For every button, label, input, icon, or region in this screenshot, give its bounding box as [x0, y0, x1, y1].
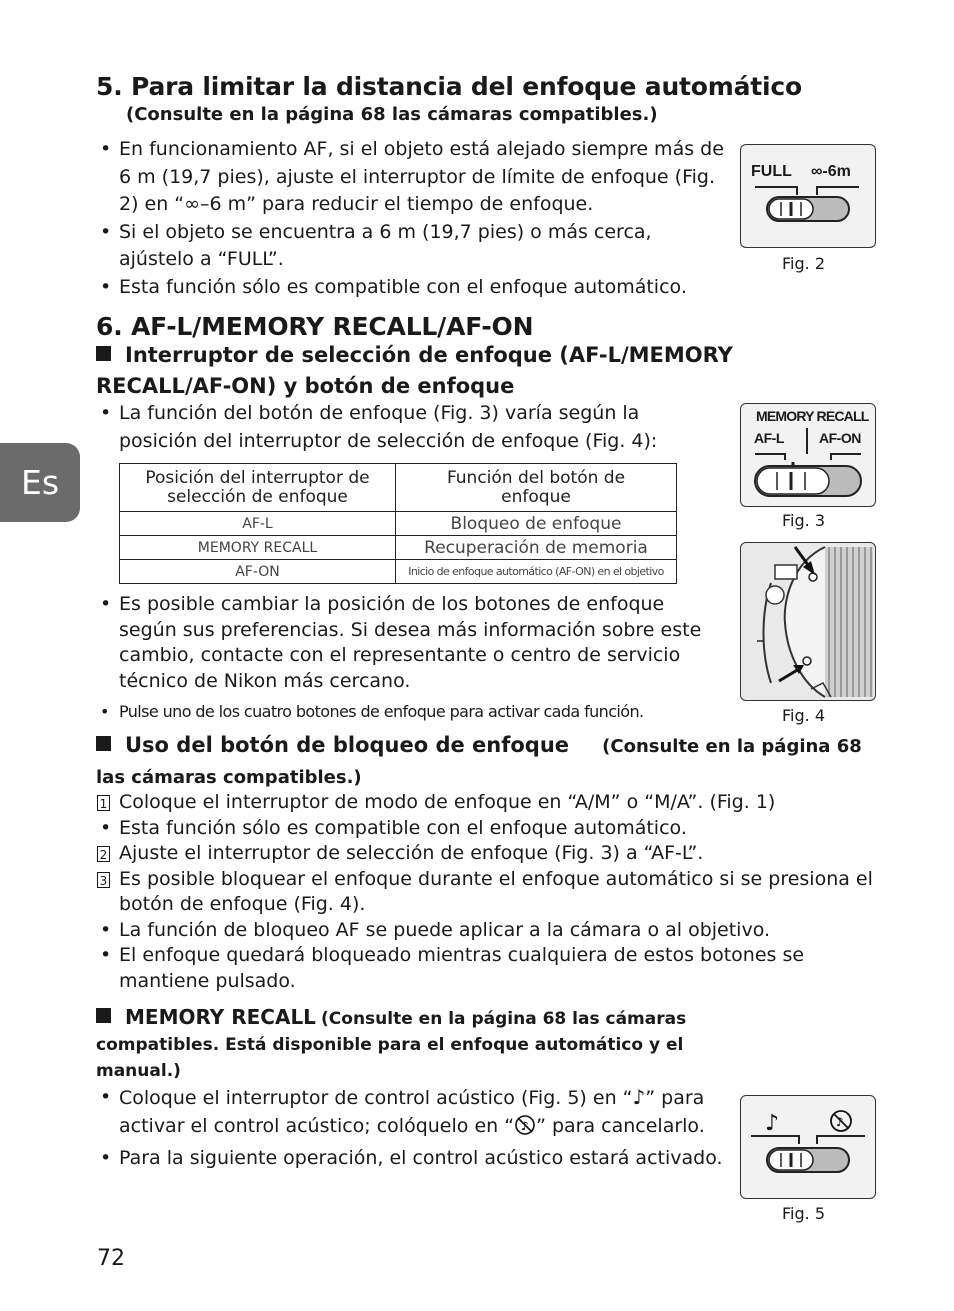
list-item: • Si el objeto se encuentra a 6 m (19,7 pies) o más cerca, ajústelo a “FULL”.	[97, 219, 729, 274]
square-bullet-icon	[96, 736, 111, 751]
fig3-switch-icon	[741, 404, 875, 506]
fig3-afl-label: AF-L	[754, 430, 784, 446]
list-item: • El enfoque quedará bloqueado mientras cualquiera de estos botones se mantiene pulsado.	[97, 943, 882, 994]
list-item: • La función de bloqueo AF se puede aplicar a la cámara o al objetivo.	[97, 918, 882, 944]
fig4-illustration	[740, 542, 876, 701]
fig3-memory-label: MEMORY RECALL	[756, 408, 869, 424]
note-icon: ♪	[632, 1085, 646, 1109]
section6-bullets	[97, 592, 717, 726]
section6-title: 6. AF-L/MEMORY RECALL/AF-ON	[96, 312, 534, 341]
list-item: 2 Ajuste el interruptor de selección de enfoque (Fig. 3) a “AF-L”.	[97, 841, 882, 867]
fig2-range-label: ∞-6m	[811, 163, 851, 180]
list-item: • En funcionamiento AF, si el objeto está alejado siempre más de 6 m (19,7 pies), ajuste el interruptor de límite de enfoque (Fig. 2) en “∞–6 m” para reducir el tiempo de enfoque.	[97, 136, 729, 219]
section5-title: 5. Para limitar la distancia del enfoque automático	[96, 72, 803, 101]
note-off-icon	[514, 1114, 536, 1136]
focus-function-table	[119, 463, 677, 584]
list-item: 1 Coloque el interruptor de modo de enfoque en “A/M” o “M/A”. (Fig. 1)	[97, 790, 882, 816]
section6-subhead: Interruptor de selección de enfoque (AF-L/MEMORY RECALL/AF-ON) y botón de enfoque	[96, 343, 733, 398]
list-item: • Es posible cambiar la posición de los botones de enfoque según sus preferencias. Si desea más información sobre este cambio, contacte con el representante o centro de servicio técnico de Nikon más cercano.	[97, 592, 717, 694]
fig2-full-label: FULL	[751, 163, 792, 180]
table-header: Posición del interruptor de selección de enfoque	[120, 464, 396, 512]
table-row: MEMORY RECALL Recuperación de memoria	[120, 536, 677, 560]
memory-bullets	[97, 1084, 727, 1173]
fig3-illustration	[740, 403, 876, 507]
table-header: Función del botón de enfoque	[396, 464, 677, 512]
lens-focus-button-icon	[741, 543, 875, 700]
section5-subtitle: (Consulte en la página 68 las cámaras compatibles.)	[126, 104, 658, 125]
fig5-switch-icon	[741, 1096, 875, 1198]
lock-steps	[97, 790, 882, 994]
section6-intro: • La función del botón de enfoque (Fig. 3) varía según la posición del interruptor de selección de enfoque (Fig. 4):	[97, 400, 697, 455]
svg-text:♪: ♪	[765, 1111, 780, 1136]
list-item: • Esta función sólo es compatible con el enfoque automático.	[97, 816, 882, 842]
language-tab-label: Es	[20, 463, 60, 502]
list-item: • Para la siguiente operación, el control acústico estará activado.	[97, 1145, 779, 1173]
square-bullet-icon	[96, 346, 111, 361]
fig3-afon-label: AF-ON	[819, 430, 861, 446]
list-item: • Pulse uno de los cuatro botones de enfoque para activar cada función.	[97, 698, 717, 726]
square-bullet-icon	[96, 1008, 111, 1023]
svg-text:♪: ♪	[521, 1118, 529, 1133]
list-item: • Coloque el interruptor de control acústico (Fig. 5) en “♪” para activar el control acústico; colóquelo en “ ♪ ” para cancelarlo.	[97, 1084, 727, 1140]
language-tab	[0, 443, 80, 522]
fig5-caption: Fig. 5	[782, 1204, 825, 1223]
memory-heading: MEMORY RECALL (Consulte en la página 68 las cámaras compatibles. Está disponible para el enfoque automático y el manual.)	[96, 1005, 687, 1081]
list-item: • Esta función sólo es compatible con el enfoque automático.	[97, 274, 759, 302]
fig2-caption: Fig. 2	[782, 254, 825, 273]
lock-heading: Uso del botón de bloqueo de enfoque (Consulte en la página 68 las cámaras compatibles.)	[96, 733, 862, 788]
list-item: 3 Es posible bloquear el enfoque durante el enfoque automático si se presiona el botón de enfoque (Fig. 4).	[97, 867, 882, 918]
fig3-caption: Fig. 3	[782, 511, 825, 530]
page-number: 72	[97, 1246, 125, 1271]
fig4-caption: Fig. 4	[782, 706, 825, 725]
svg-text:♪: ♪	[836, 1115, 844, 1129]
fig2-illustration	[740, 144, 876, 248]
section5-bullets	[97, 136, 729, 301]
fig2-switch-icon	[741, 145, 875, 247]
table-row: AF-L Bloqueo de enfoque	[120, 512, 677, 536]
fig5-illustration	[740, 1095, 876, 1199]
table-row: AF-ON Inicio de enfoque automático (AF-ON) en el objetivo	[120, 560, 677, 584]
